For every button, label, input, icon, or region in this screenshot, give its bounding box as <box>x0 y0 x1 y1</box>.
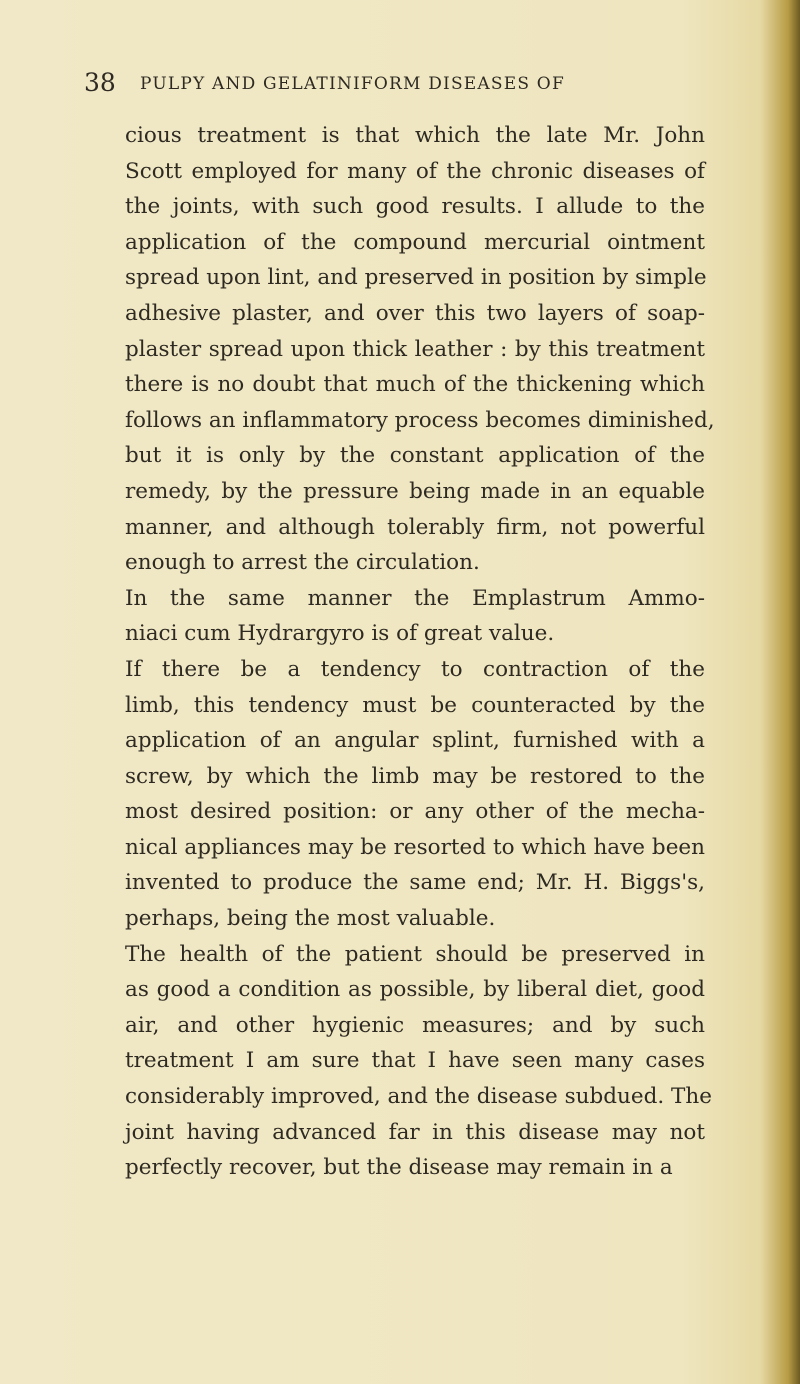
text-line: limb, this tendency must be counteracted by the <box>125 692 705 718</box>
text-line: In the same manner the Emplastrum Ammo- <box>125 585 705 611</box>
text-line: nical appliances may be resorted to which have been <box>125 834 705 860</box>
running-title: PULPY AND GELATINIFORM DISEASES OF <box>140 74 565 94</box>
page-body-text <box>125 118 715 1186</box>
text-line: considerably improved, and the disease subdued. The <box>125 1084 712 1110</box>
page-number: 38 <box>84 68 116 97</box>
text-line: most desired position: or any other of the mecha- <box>125 799 705 825</box>
text-line: plaster spread upon thick leather : by this treatment <box>125 336 705 362</box>
text-line: enough to arrest the circulation. <box>125 550 480 576</box>
text-line: as good a condition as possible, by liberal diet, good <box>125 977 705 1003</box>
text-line: follows an inflammatory process becomes diminished, <box>125 407 715 433</box>
running-header <box>84 68 704 98</box>
text-line: application of the compound mercurial ointment <box>125 229 705 255</box>
text-line: adhesive plaster, and over this two layers of soap- <box>125 300 705 326</box>
text-line: perhaps, being the most valuable. <box>125 906 496 932</box>
text-line: remedy, by the pressure being made in an equable <box>125 478 705 504</box>
text-line: application of an angular splint, furnished with a <box>125 728 705 754</box>
text-line: but it is only by the constant application of the <box>125 443 705 469</box>
text-line: joint having advanced far in this disease may not <box>125 1119 705 1145</box>
text-line: air, and other hygienic measures; and by such <box>125 1012 705 1038</box>
text-line: invented to produce the same end; Mr. H. Biggs's, <box>125 870 705 896</box>
text-line: manner, and although tolerably firm, not powerful <box>125 514 705 540</box>
text-line: treatment I am sure that I have seen many cases <box>125 1048 705 1074</box>
text-line: the joints, with such good results. I allude to the <box>125 194 705 220</box>
text-line: there is no doubt that much of the thickening which <box>125 372 705 398</box>
text-line: Scott employed for many of the chronic diseases of <box>125 158 705 184</box>
text-line: screw, by which the limb may be restored to the <box>125 763 705 789</box>
text-line: niaci cum Hydrargyro is of great value. <box>125 621 555 647</box>
text-line: spread upon lint, and preserved in position by simple <box>125 265 707 291</box>
text-line: If there be a tendency to contraction of the <box>125 656 705 682</box>
text-line: The health of the patient should be preserved in <box>125 941 705 967</box>
text-line: perfectly recover, but the disease may remain in a <box>125 1155 673 1181</box>
text-line: cious treatment is that which the late Mr. John <box>125 123 705 148</box>
